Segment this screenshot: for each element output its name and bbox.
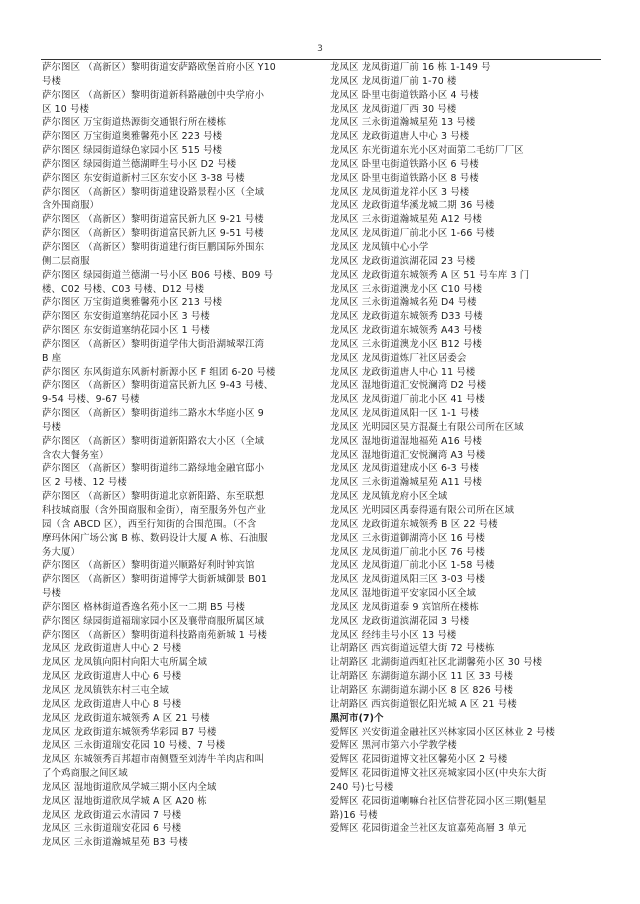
entry-line: 龙凤区 湿地街道汇安悦澜湾 D2 号楼 xyxy=(330,380,487,392)
entry-line: 含农大餐务室） xyxy=(42,449,109,461)
entry-line: 让胡路区 东湖街道东湖小区 11 区 33 号楼 xyxy=(330,671,513,683)
entry-line: 龙凤区 龙政街道东城领秀 A 区 51 号车库 3 门 xyxy=(330,269,530,281)
entry-line: 务大厦） xyxy=(42,546,81,558)
entry-line: 萨尔图区 （高新区）黎明街道兴顺路好利时钟宾馆 xyxy=(42,560,255,572)
entry-line: 爱辉区 黑河市第六小学教学楼 xyxy=(330,740,457,752)
entry-line: 龙凤区 龙凤镇向阳村向阳大屯所属全域 xyxy=(42,657,208,669)
entry-line: 龙凤区 卧里屯街道铁路小区 6 号楼 xyxy=(330,158,479,170)
entry-line: 萨尔图区 绿园街道兰德湖畔生号小区 D2 号楼 xyxy=(42,158,237,170)
entry-line: 龙凤区 龙政街道东城领秀 B 区 22 号楼 xyxy=(330,518,498,530)
entry-line: 爱辉区 花园街道喇嘛台社区信誉花园小区三期(魁星 xyxy=(330,795,547,807)
entry-line: 萨尔图区 东安街道塞纳花园小区 3 号楼 xyxy=(42,311,210,323)
entry-line: 让胡路区 东湖街道东湖小区 8 区 826 号楼 xyxy=(330,684,513,696)
header-rule xyxy=(41,59,601,60)
entry-line: 9-54 号楼、9-67 号楼 xyxy=(42,394,140,406)
section-heading: 黑河市(7)个 xyxy=(330,712,384,724)
entry-line: 爱辉区 兴安街道金融社区兴林家园小区区林业 2 号楼 xyxy=(330,726,556,738)
entry-line: 园（含 ABCD 区），西至行知街的合围范围。（不含 xyxy=(42,518,257,530)
entry-line: 让胡路区 西宾街道银亿阳光城 A 区 21 号楼 xyxy=(330,698,517,710)
entry-line: 萨尔图区 绿园街道兰德湖一号小区 B06 号楼、B09 号 xyxy=(42,269,274,281)
entry-line: 萨尔图区 （高新区）黎明街道科技路南苑新城 1 号楼 xyxy=(42,629,268,641)
entry-line: 龙凤区 龙凤街道厂前北小区 41 号楼 xyxy=(330,394,485,406)
entry-line: 龙凤区 龙政街道唐人中心 11 号楼 xyxy=(330,366,476,378)
entry-line: 号楼 xyxy=(42,588,62,600)
entry-line: 萨尔图区 东安街道新村三区东安小区 3-38 号楼 xyxy=(42,172,245,184)
entry-line: 萨尔图区 绿园街道福瑞家园小区及襄带商服所属区域 xyxy=(42,615,265,627)
entry-line: 爱辉区 花园街道金兰社区友谊嘉苑高層 3 单元 xyxy=(330,823,527,835)
entry-line: 科技城商服（含外围商服和金街），南至服务外包产业 xyxy=(42,505,266,516)
entry-line: 摩玛休闲广场公寓 B 栋、数码设计大厦 A 栋、石油服 xyxy=(42,532,268,544)
entry-line: 萨尔图区 万宝街道奥雅馨苑小区 213 号楼 xyxy=(42,297,223,309)
entry-line: 龙凤区 龙凤街道泰 9 宾馆所在楼栋 xyxy=(330,601,479,613)
entry-line: 龙凤区 三永街道瑞安花园 10 号楼、7 号楼 xyxy=(42,740,226,752)
entry-line: 萨尔图区 （高新区）黎明街道新科路融创中央学府小 xyxy=(42,89,265,101)
entry-line: 萨尔图区 （高新区）黎明街道富民新九区 9-21 号楼 xyxy=(42,214,264,226)
entry-line: 龙凤区 龙凤镇中心小学 xyxy=(330,241,429,253)
entry-line: 号楼 xyxy=(42,75,62,87)
entry-line: 龙凤区 龙政街道华溪龙城二期 36 号楼 xyxy=(330,200,495,212)
entry-line: 萨尔图区 （高新区）黎明街道富民新九区 9-51 号楼 xyxy=(42,228,264,240)
entry-line: 区 2 号楼、12 号楼 xyxy=(42,477,127,489)
entry-line: 龙凤区 光明园区禹泰得遥有限公司所在区域 xyxy=(330,505,515,516)
entry-line: 龙凤区 卧里屯街道铁路小区 8 号楼 xyxy=(330,172,479,184)
entry-line: 萨尔图区 （高新区）黎明街道建行街巨鹏国际外围东 xyxy=(42,241,265,253)
entry-line: 龙凤区 龙凤街道厂前北小区 1-66 号楼 xyxy=(330,228,495,240)
entry-line: 龙凤区 东光街道东光小区对面第二毛纺厂厂区 xyxy=(330,145,524,157)
entry-line: 龙凤区 龙政街道东城领秀 A43 号楼 xyxy=(330,325,483,337)
entry-line: 萨尔图区 （高新区）黎明街道纬二路水木华庭小区 9 xyxy=(42,408,264,420)
entry-line: 龙凤区 龙政街道唐人中心 3 号楼 xyxy=(330,131,470,143)
entry-line: 萨尔图区 （高新区）黎明街道北京新阳路、东至联想 xyxy=(42,491,265,503)
page-number: 3 xyxy=(317,44,323,54)
entry-line: 龙凤区 经纬圭号小区 13 号楼 xyxy=(330,629,457,641)
entry-line: 龙凤区 三永街道瀚城星苑 B3 号楼 xyxy=(42,837,188,849)
entry-line: 爱辉区 花园街道博文社区馨苑小区 2 号楼 xyxy=(330,754,508,766)
entry-line: 萨尔图区 东风街道东风新村新源小区 F 组团 6-20 号楼 xyxy=(42,366,276,378)
entry-line: 龙凤区 龙凤镇龙府小区全域 xyxy=(330,491,448,503)
entry-line: 240 号)七号楼 xyxy=(330,781,394,793)
entry-line: 萨尔图区 （高新区）黎明街道建设路景程小区（全域 xyxy=(42,186,265,198)
entry-line: 龙凤区 龙凤街道龙祥小区 3 号楼 xyxy=(330,186,470,198)
entry-line: 龙凤区 龙凤街道厂前 1-70 楼 xyxy=(330,75,457,87)
entry-line: 龙凤区 龙政街道东城领秀 A 区 21 号楼 xyxy=(42,712,210,724)
entry-line: 龙凤区 龙凤街道厂前 16 栋 1-149 号 xyxy=(330,62,491,73)
entry-line: 萨尔图区 （高新区）黎明街道学伟大街沿湖城翠江湾 xyxy=(42,338,265,350)
entry-line: 萨尔图区 绿园街道绿色家园小区 515 号楼 xyxy=(42,145,223,157)
entry-line: B 座 xyxy=(42,352,62,364)
entry-line: 路)16 号楼 xyxy=(330,809,378,821)
left-column xyxy=(42,61,318,850)
entry-line: 龙凤区 三永街道澳龙小区 B12 号楼 xyxy=(330,338,483,350)
entry-line: 了个鸡商服之间区域 xyxy=(42,768,128,780)
entry-line: 龙凤区 龙凤街道建成小区 6-3 号楼 xyxy=(330,463,479,475)
entry-line: 龙凤区 龙政街道东城领秀 D33 号楼 xyxy=(330,311,483,323)
entry-line: 让胡路区 北湖街道西虹社区北湖馨苑小区 30 号楼 xyxy=(330,657,543,669)
entry-line: 龙凤区 东城领秀百邦超市南侧暨至刘涛牛羊肉店和叫 xyxy=(42,754,265,766)
entry-line: 萨尔图区 （高新区）黎明街道安萨路欧堡首府小区 Y10 xyxy=(42,62,276,73)
entry-line: 萨尔图区 （高新区）黎明街道新阳路农大小区（全域 xyxy=(42,435,265,447)
entry-line: 龙凤区 龙凤街道厂西 30 号楼 xyxy=(330,103,457,115)
entry-line: 龙凤区 湿地街道湿地福苑 A16 号楼 xyxy=(330,435,483,447)
entry-line: 龙凤区 三永街道瀚城星苑 A12 号楼 xyxy=(330,214,483,226)
entry-line: 龙凤区 三永街道瑞安花园 6 号楼 xyxy=(42,823,182,835)
entry-line: 龙凤区 龙政街道滨湖花园 3 号楼 xyxy=(330,615,470,627)
entry-line: 龙凤区 三永街道瀚城名苑 D4 号楼 xyxy=(330,297,477,309)
entry-line: 龙凤区 龙政街道唐人中心 6 号楼 xyxy=(42,671,182,683)
entry-line: 龙凤区 龙凤街道凤阳一区 1-1 号楼 xyxy=(330,408,479,420)
entry-line: 萨尔图区 万宝街道奥雅馨苑小区 223 号楼 xyxy=(42,131,223,143)
entry-line: 龙凤区 三永街道瀚城星苑 A11 号楼 xyxy=(330,477,483,489)
entry-line: 萨尔图区 （高新区）黎明街道富民新九区 9-43 号楼、 xyxy=(42,380,274,392)
entry-line: 爱辉区 花园街道博文社区亮城家园小区(中央东大街 xyxy=(330,768,547,780)
entry-line: 萨尔图区 （高新区）黎明街道博学大街新城御景 B01 xyxy=(42,574,268,586)
entry-line: 萨尔图区 （高新区）黎明街道纬二路绿地金融官邸小 xyxy=(42,463,265,475)
entry-line: 让胡路区 西宾街道远望大街 72 号楼栋 xyxy=(330,643,495,655)
entry-line: 龙凤区 龙政街道东城领秀华彩园 B7 号楼 xyxy=(42,726,217,738)
entry-line: 龙凤区 光明园区昊方混凝土有限公司所在区域 xyxy=(330,421,524,433)
entry-line: 号楼 xyxy=(42,421,62,433)
entry-line: 龙凤区 湿地街道欣凤学城 A 区 A20 栋 xyxy=(42,795,207,807)
entry-line: 萨尔图区 格林街道香逸名苑小区一二期 B5 号楼 xyxy=(42,601,246,613)
entry-line: 龙凤区 三永街道瀚城星苑 13 号楼 xyxy=(330,117,476,129)
entry-line: 侧二层商服 xyxy=(42,255,90,267)
entry-line: 龙凤区 三永街道御湖湾小区 16 号楼 xyxy=(330,532,485,544)
entry-line: 龙凤区 卧里屯街道铁路小区 4 号楼 xyxy=(330,89,479,101)
entry-line: 龙凤区 龙凤街道厂前北小区 76 号楼 xyxy=(330,546,485,558)
entry-line: 龙凤区 龙凤街道厂前北小区 1-58 号楼 xyxy=(330,560,495,572)
entry-line: 龙凤区 龙凤街道凤阳三区 3-03 号楼 xyxy=(330,574,486,586)
entry-line: 龙凤区 湿地街道平安家园小区全域 xyxy=(330,588,477,600)
entry-line: 龙凤区 湿地街道汇安悦澜湾 A3 号楼 xyxy=(330,449,486,461)
entry-line: 龙凤区 三永街道澳龙小区 C10 号楼 xyxy=(330,283,483,295)
entry-line: 楼、C02 号楼、C03 号楼、D12 号楼 xyxy=(42,283,205,295)
entry-line: 区 10 号楼 xyxy=(42,103,90,115)
entry-line: 龙凤区 龙政街道唐人中心 2 号楼 xyxy=(42,643,182,655)
entry-line: 龙凤区 龙政街道唐人中心 8 号楼 xyxy=(42,698,182,710)
entry-line: 含外围商服） xyxy=(42,200,100,212)
entry-line: 龙凤区 龙政街道云水清园 7 号楼 xyxy=(42,809,182,821)
entry-line: 龙凤区 龙凤镇铁东村三屯全域 xyxy=(42,684,169,696)
entry-line: 萨尔图区 东安街道塞纳花园小区 1 号楼 xyxy=(42,325,210,337)
right-column xyxy=(330,61,606,836)
entry-line: 龙凤区 湿地街道欣凤学城三期小区内全域 xyxy=(42,781,217,793)
entry-line: 龙凤区 龙凤街道炼厂社区居委会 xyxy=(330,352,467,364)
entry-line: 萨尔图区 万宝街道热源街交通银行所在楼栋 xyxy=(42,117,227,129)
entry-line: 龙凤区 龙政街道滨湖花园 23 号楼 xyxy=(330,255,476,267)
